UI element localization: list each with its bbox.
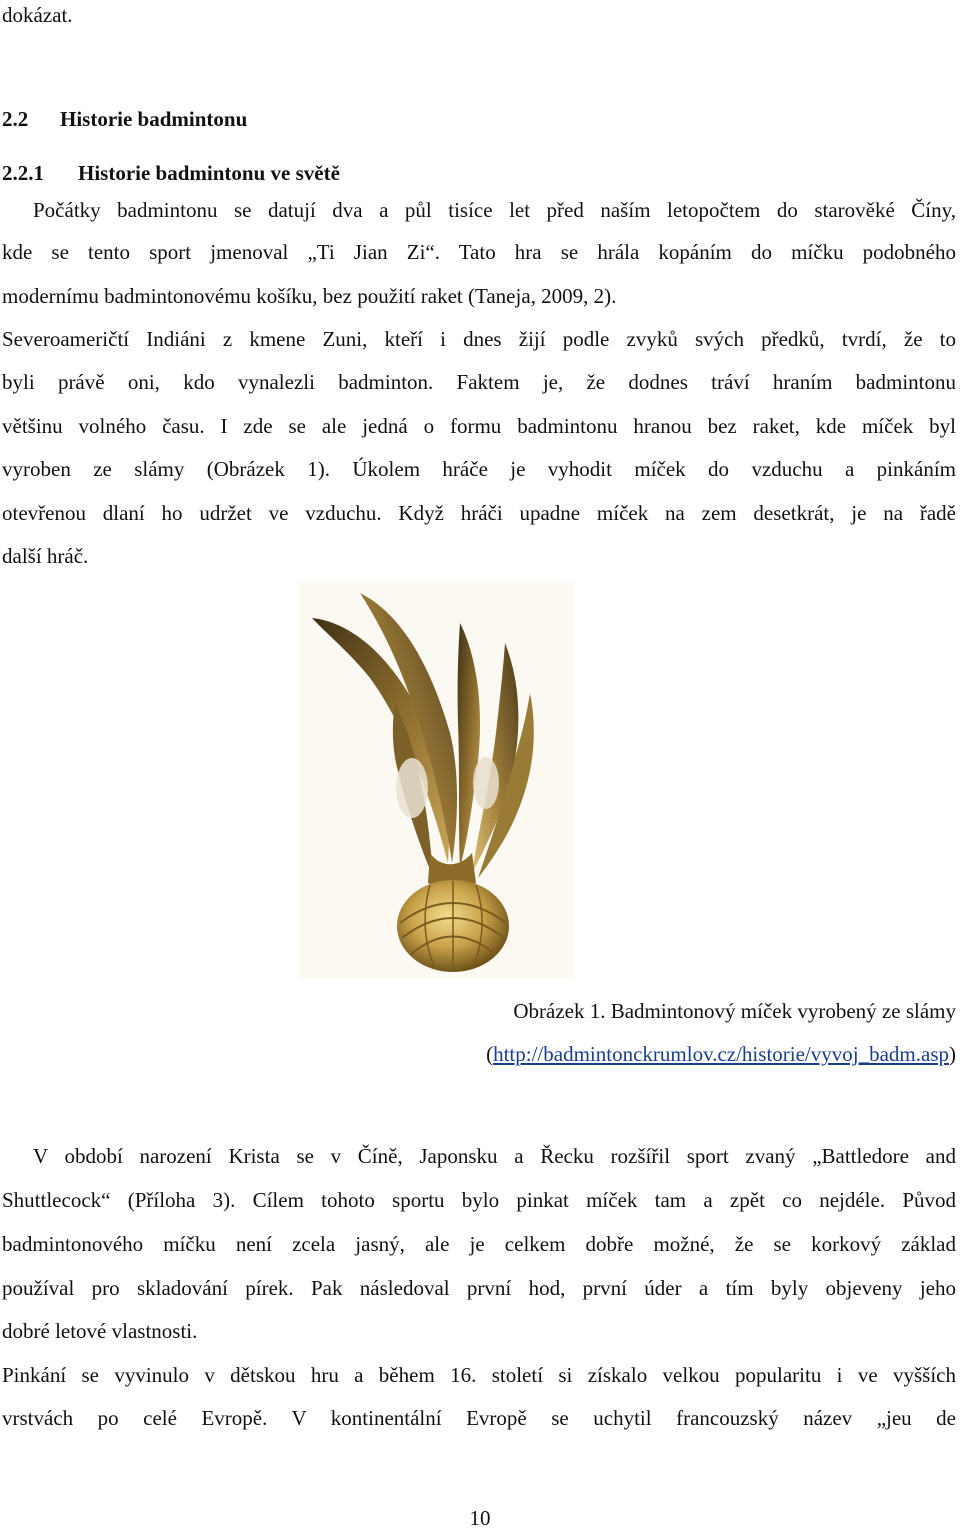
text-line: modernímu badmintonovému košíku, bez použití raket (Taneja, 2009, 2). [2, 284, 617, 308]
text-line: V období narození Krista se v Číně, Japonsku a Řecku rozšířil sport zvaný „Battledore and [33, 1144, 956, 1168]
subsection-heading [2, 160, 956, 186]
source-open-paren: ( [486, 1042, 494, 1066]
continued-text: dokázat. [2, 3, 73, 27]
text-line: byli právě oni, kdo vynalezli badminton. Faktem je, že dodnes tráví hraním badmintonu [2, 370, 956, 394]
text-line: badmintonového míčku není zcela jasný, ale je celkem dobře možné, že se korkový základ [2, 1232, 956, 1256]
text-line: používal pro skladování pírek. Pak následoval první hod, první úder a tím byly objeveny jeho [2, 1276, 956, 1300]
text-line: kde se tento sport jmenoval „Ti Jian Zi“. Tato hra se hrála kopáním do míčku podobného [2, 240, 956, 264]
text-line: většinu volného času. I zde se ale jedná o formu badmintonu hranou bez raket, kde míček byl [2, 414, 956, 438]
page-number: 10 [469, 1506, 491, 1530]
section-number: 2.2 [2, 107, 29, 131]
text-line: Počátky badmintonu se datují dva a půl tisíce let před naším letopočtem do starověké Číny, [33, 198, 956, 222]
text-line: vyroben ze slámy (Obrázek 1). Úkolem hráče je vyhodit míček do vzduchu a pinkáním [2, 457, 956, 481]
straw-shuttlecock-image [300, 583, 574, 978]
source-link[interactable]: http://badmintonckrumlov.cz/historie/vyvoj_badm.asp [493, 1042, 949, 1066]
figure-source [486, 1041, 956, 1067]
figure-caption: Obrázek 1. Badmintonový míček vyrobený ze slámy [513, 999, 956, 1023]
source-close-paren: ) [949, 1042, 956, 1066]
section-title: Historie badmintonu [60, 107, 248, 131]
text-line: Severoameričtí Indiáni z kmene Zuni, kteří i dnes žijí podle zvyků svých předků, tvrdí, že to [2, 327, 956, 351]
text-line: vrstvách po celé Evropě. V kontinentální Evropě se uchytil francouzský název „jeu de [2, 1406, 956, 1430]
section-heading [2, 106, 956, 132]
text-line: další hráč. [2, 544, 89, 568]
straw-shuttlecock-illustration [300, 583, 574, 978]
text-line: dobré letové vlastnosti. [2, 1319, 198, 1343]
subsection-number: 2.2.1 [2, 161, 44, 185]
subsection-title: Historie badmintonu ve světě [78, 161, 340, 185]
text-line: Pinkání se vyvinulo v dětskou hru a během 16. století si získalo velkou popularitu i ve vyšších [2, 1363, 956, 1387]
text-line: Shuttlecock“ (Příloha 3). Cílem tohoto sportu bylo pinkat míček tam a zpět co nejdéle. Původ [2, 1188, 956, 1212]
text-line: otevřenou dlaní ho udržet ve vzduchu. Když hráči upadne míček na zem desetkrát, je na řadě [2, 501, 956, 525]
